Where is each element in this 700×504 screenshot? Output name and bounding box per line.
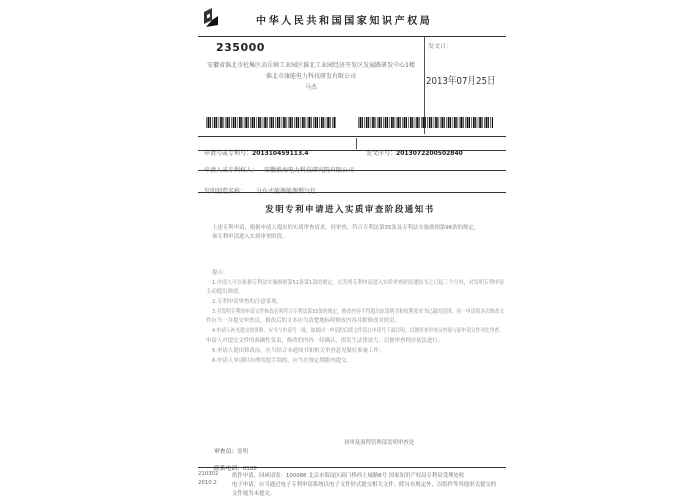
notice-document bbox=[196, 0, 508, 504]
examiner-department: 初审及流程管理部发明审查处 bbox=[344, 440, 415, 446]
invention-title-label: 发明创造名称： bbox=[204, 188, 247, 195]
hint-2: 2.专利申请审查的注意事项。 bbox=[212, 299, 282, 305]
hint-6: 6.申请人申请时办理其他手续的，应当在规定期限内提交。 bbox=[212, 358, 352, 364]
form-code: 210302 bbox=[198, 471, 219, 477]
header-divider bbox=[198, 36, 506, 37]
hint-3-line1: 3.对发明专利的申请文件修改必须符合专利法第33条的规定，修改内容不得超出原说明书和权利要求书记载的范围，同一申请的多次修改文 bbox=[212, 309, 505, 315]
recipient-company: 淮北市康能电力科技研发有限公司 bbox=[265, 73, 356, 80]
hints-label: 提示： bbox=[212, 270, 229, 276]
issue-date-value: 2013年07月25日 bbox=[426, 76, 496, 87]
cnipa-logo-icon bbox=[201, 6, 221, 28]
hint-4-line2: 申请人对提交文件的准确性负责，修改的内容一经确认，即发生法律效力，以便审查程序依法进行。 bbox=[206, 338, 444, 344]
hint-1-line1: 1.申请人可以依据专利法实施细则第51条第1款的规定，在发明专利申请进入实质审查阶段通知书之日起三个月内，对发明专利申请 bbox=[212, 280, 504, 286]
issue-date-label: 发文日： bbox=[428, 43, 453, 50]
hint-5: 5.申请人提出修改前，应当结合本通知书和相关审查意见做好准备工作。 bbox=[212, 348, 385, 354]
footer-divider bbox=[198, 467, 506, 468]
applicant-field bbox=[204, 157, 354, 176]
applicant-value: 安徽淮海电力科技研究院有限公司 bbox=[264, 167, 355, 174]
applicant-label: 申请人或专利权人： bbox=[204, 167, 259, 174]
serial-number-label: 发文序号： bbox=[366, 150, 397, 157]
notice-intro-line2: 该专利申请进入实质审查阶段。 bbox=[212, 234, 288, 240]
office-name: 中华人民共和国国家知识产权局 bbox=[256, 16, 433, 27]
row-divider-top bbox=[198, 136, 506, 137]
invention-title-value: 分布式能源能源燃气灶 bbox=[256, 188, 317, 195]
row-divider-lower bbox=[198, 170, 506, 171]
serial-number-value: 2013072200502840 bbox=[396, 150, 463, 157]
recipient-name: 马杰 bbox=[304, 84, 317, 91]
barcode-right bbox=[358, 117, 493, 128]
row-separator bbox=[356, 138, 357, 149]
hint-4-line1: 4.申请人补充提交的资料，应当与申请号一致，如属同一申请的后续文件请在申请号下面注明，以便将来审查员查阅与原申请文件对比审查。 bbox=[212, 328, 504, 334]
footer-line3: 文件视为未提交。 bbox=[232, 491, 276, 497]
form-date: 2010.2 bbox=[198, 480, 217, 486]
examiner-label: 审查员： bbox=[214, 449, 238, 455]
hint-3-line2: 件应当一并提交审查员，修改后的文本应当清楚地标明修改内容并附修改对照页。 bbox=[206, 318, 401, 324]
notice-intro-line1: 上述专利申请，根据申请人提出的实质审查请求，经审查，符合专利法第35条及专利法实施细则第96条的规定， bbox=[212, 225, 480, 231]
row-divider-mid bbox=[198, 150, 506, 151]
application-number-label: 申请号或专利号： bbox=[204, 150, 253, 157]
row-divider-bottom bbox=[198, 192, 506, 193]
barcode-left bbox=[206, 117, 336, 128]
footer-line2: 电子申请，应当通过电子专利申请系统以电子文件形式提交相关文件。除另有规定外，以纸件等其他形式提交的 bbox=[232, 482, 497, 488]
footer-line1: 纸件申请，回函请寄：100088 北京市海淀区蓟门桥西土城路6号 国家知识产权局专利局受理处收 bbox=[232, 473, 465, 479]
recipient-address: 安徽省淮北市杜集区高岳镇工业园区淮北工业园经济开发区发展路研发中心1楼 bbox=[207, 62, 415, 69]
examiner-value: 张明 bbox=[237, 449, 248, 455]
application-number-value: 201310459113.4 bbox=[252, 150, 309, 157]
postal-code: 235000 bbox=[216, 41, 265, 54]
phone-label: 联系电话： bbox=[214, 466, 243, 472]
hint-1-line2: 主动提出修改。 bbox=[206, 289, 244, 295]
phone-value: 8188 bbox=[243, 466, 257, 472]
notice-title: 发明专利申请进入实质审查阶段通知书 bbox=[265, 205, 435, 215]
invention-title-field bbox=[204, 178, 316, 197]
